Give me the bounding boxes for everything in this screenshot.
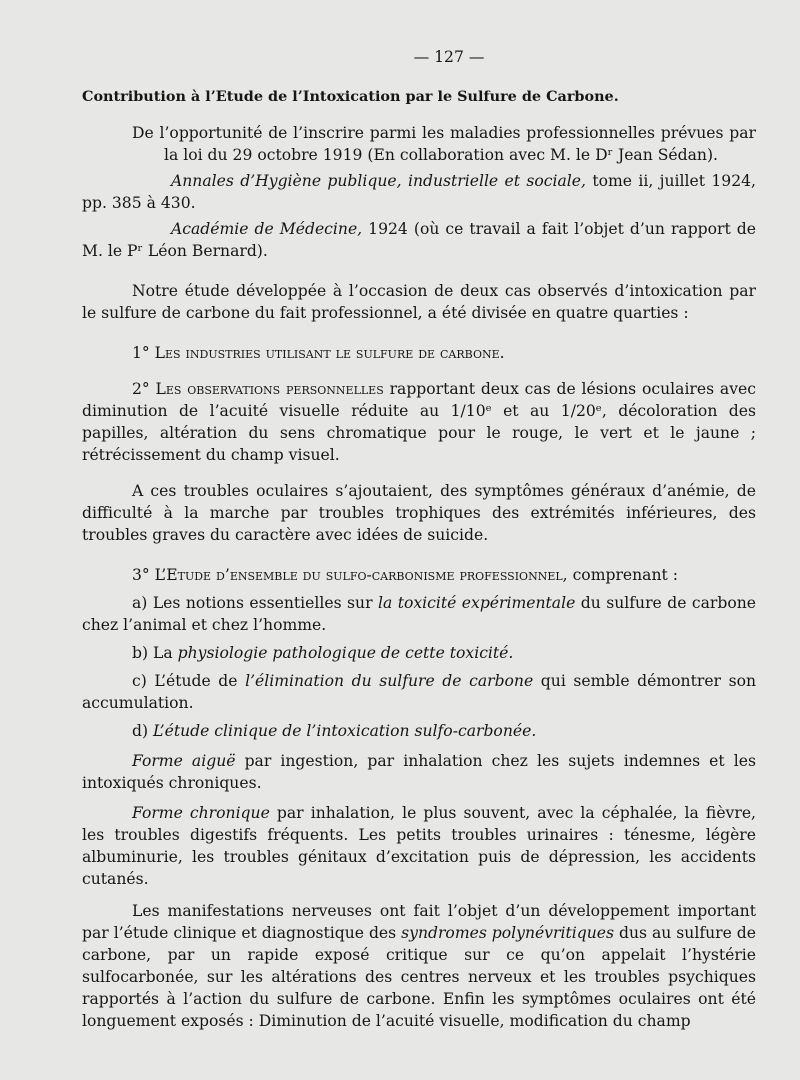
reference-3: Académie de Médecine, 1924 (où ce travail a fait l’objet d’un rapport de M. le Pʳ Léon Bernard). [82,220,757,260]
section-title: Contribution à l’Etude de l’Intoxication par le Sulfure de Carbone. [82,88,619,105]
intro-paragraph: Notre étude développée à l’occasion de deux cas observés d’intoxication par le sulfure de carbone du fait professionnel, a été divisée en quatre quarties : [82,282,756,322]
paragraph-troubles: A ces troubles oculaires s’ajoutaient, des symptômes généraux d’anémie, de difficulté à la marche par troubles trophiques des extrémités inférieures, des troubles graves du caractère avec idées de suicide. [82,482,756,544]
reference-2: Annales d’Hygiène publique, industrielle et sociale, tome ii, juillet 1924, pp. 385 à 430. [82,172,756,212]
sub-item-d: d) L’étude clinique de l’intoxication sulfo-carbonée. [132,722,537,740]
sub-item-a: a) Les notions essentielles sur la toxicité expérimentale du sulfure de carbone chez l’animal et chez l’homme. [82,594,756,634]
item-1: 1° Les industries utilisant le sulfure de carbone. [132,344,505,362]
reference-1: De l’opportunité de l’inscrire parmi les maladies professionnelles prévues par la loi du 29 octobre 1919 (En collaboration avec M. le Dʳ Jean Sédan). [132,124,756,164]
item-3: 3° L’Etude d’ensemble du sulfo-carbonisme professionnel, comprenant : [132,566,678,584]
sub-item-b: b) La physiologie pathologique de cette toxicité. [132,644,514,662]
page-number: — 127 — [413,48,485,66]
item-2: 2° Les observations personnelles rapportant deux cas de lésions oculaires avec diminution de l’acuité visuelle réduite au 1/10ᵉ et au 1/20ᵉ, décoloration des papilles, altération du sens chromatique pour le rouge, le vert et le jaune ; rétrécissement du champ visuel. [82,380,756,464]
sub-item-c: c) L’étude de l’élimination du sulfure de carbone qui semble démontrer son accumulation. [82,672,757,712]
forme-chronique: Forme chronique par inhalation, le plus souvent, avec la céphalée, la fièvre, les troubles digestifs fréquents. Les petits troubles urinaires : ténesme, légère albuminurie, les troubles génitaux d’excitation puis de dépression, les accidents cutanés. [82,804,756,888]
paragraph-nerveuses: Les manifestations nerveuses ont fait l’objet d’un développement important par l’étude clinique et diagnostique des syndromes polynévritiques dus au sulfure de carbone, par un rapide exposé critique sur ce qu’on appelait l’hystérie sulfocarbonée, sur les altérations des centres nerveux et les troubles psychiques rapportés à l’action du sulfure de carbone. Enfin les symptômes oculaires ont été longuement exposés : Diminution de l’acuité visuelle, modification du champ [82,902,757,1030]
forme-aigue: Forme aiguë par ingestion, par inhalation chez les sujets indemnes et les intoxiqués chroniques. [82,752,756,792]
